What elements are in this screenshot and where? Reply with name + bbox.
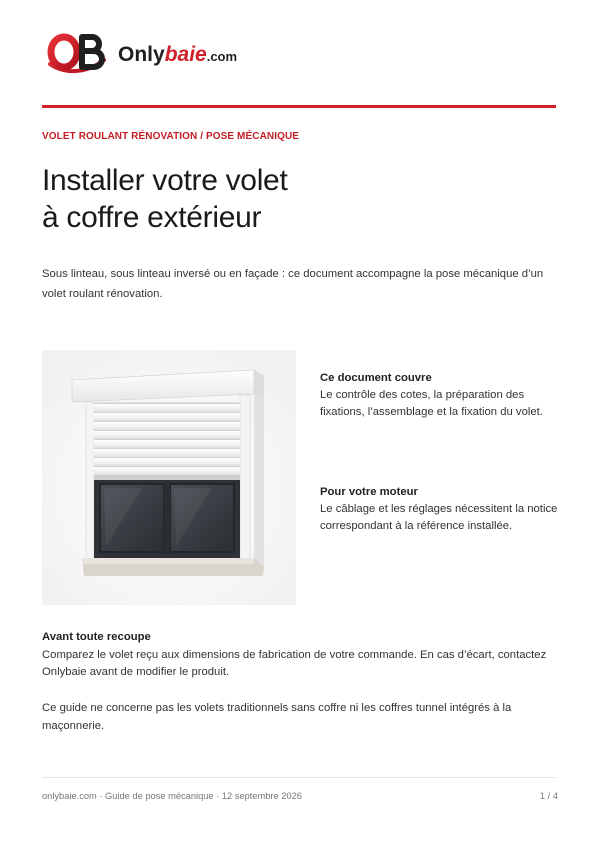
footer-divider — [42, 777, 556, 778]
logo-letter-o — [51, 37, 77, 67]
roller-shutter-window-illustration — [42, 350, 296, 605]
header-divider — [42, 105, 556, 108]
intro-paragraph: Sous linteau, sous linteau inversé ou en façade : ce document accompagne la pose mécanique d’un volet roulant rénovation. — [42, 268, 544, 300]
warning-section — [42, 629, 556, 682]
logo-wordmark: Onlybaie.com — [118, 43, 238, 66]
info-coverage-text: Le contrôle des cotes, la préparation des fixations, l’assemblage et la fixation du volet. — [320, 389, 543, 418]
info-motor — [320, 484, 564, 535]
title-line-1: Installer votre volet — [42, 164, 288, 197]
page-title — [42, 162, 287, 236]
info-motor-heading: Pour votre moteur — [320, 486, 418, 498]
warning-text: Comparez le volet reçu aux dimensions de fabrication de votre commande. En cas d’écart, contactez Onlybaie avant de modifier le produit. — [42, 648, 547, 678]
page-number: 1 / 4 — [539, 791, 558, 801]
onlybaie-logo — [46, 30, 256, 78]
title-line-2: à coffre extérieur — [42, 201, 262, 234]
scope-note: Ce guide ne concerne pas les volets traditionnels sans coffre ni les coffres tunnel intégrés à la maçonnerie. — [42, 702, 512, 732]
category-kicker: VOLET ROULANT RÉNOVATION / POSE MÉCANIQUE — [42, 131, 300, 142]
logo-letter-b — [82, 37, 102, 67]
info-coverage — [320, 370, 564, 421]
info-coverage-heading: Ce document couvre — [320, 372, 432, 384]
footer-text: onlybaie.com · Guide de pose mécanique · 12 septembre 2026 — [42, 791, 302, 801]
info-motor-text: Le câblage et les réglages nécessitent la notice correspondant à la référence installée. — [320, 503, 558, 532]
warning-heading: Avant toute recoupe — [42, 631, 151, 643]
